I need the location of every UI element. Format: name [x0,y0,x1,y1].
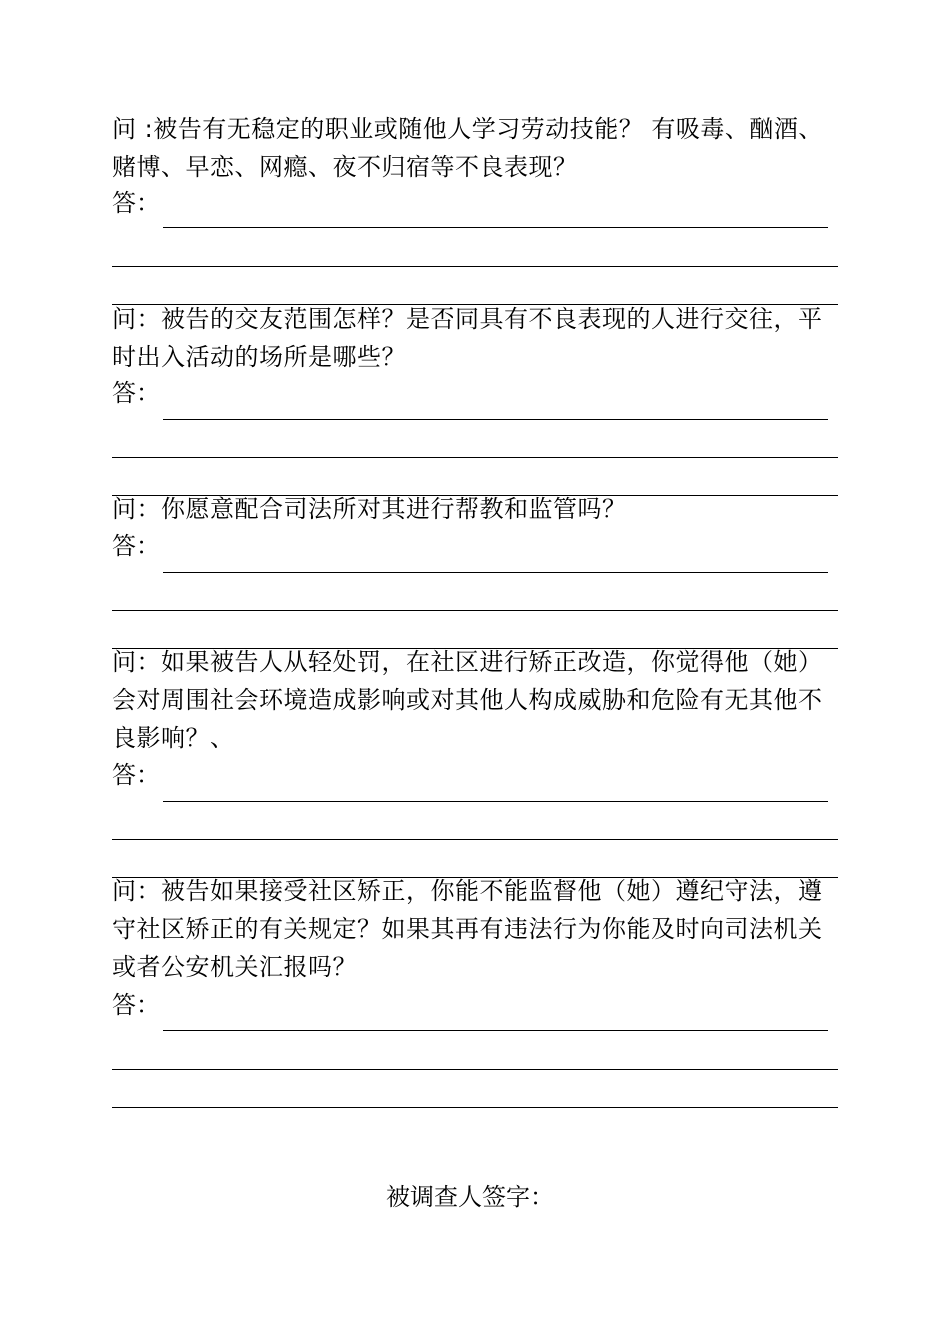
answer-5-line-3[interactable] [112,1107,838,1108]
answer-3-label: 答： [112,532,160,560]
answer-2-line-1[interactable] [163,419,828,420]
answer-2-line-2[interactable] [112,457,838,458]
question-1-text: 问 :被告有无稳定的职业或随他人学习劳动技能？ 有吸毒、酗酒、赌博、早恋、网瘾、夜不归宿等不良表现？ [112,115,823,181]
signature-label: 被调查人签字： [386,1183,554,1211]
answer-5-line-1[interactable] [163,1030,828,1031]
question-3-text: 问：你愿意配合司法所对其进行帮教和监管吗？ [112,495,627,523]
answer-5-line-2[interactable] [112,1069,838,1070]
answer-3-line-1[interactable] [163,572,828,573]
question-2-text: 问：被告的交友范围怎样？是否同具有不良表现的人进行交往，平时出入活动的场所是哪些？ [112,305,823,371]
answer-4-line-1[interactable] [163,801,828,802]
answer-5-label: 答： [112,991,160,1019]
answer-4-label: 答： [112,761,160,789]
answer-1-line-2[interactable] [112,266,838,267]
answer-3-line-2[interactable] [112,610,838,611]
question-4-text: 问：如果被告人从轻处罚，在社区进行矫正改造，你觉得他（她）会对周围社会环境造成影响或对其他人构成威胁和危险有无其他不良影响？、 [112,648,823,752]
answer-4-line-2[interactable] [112,839,838,840]
answer-2-label: 答： [112,379,160,407]
answer-1-label: 答： [112,189,160,217]
answer-1-line-1[interactable] [163,227,828,228]
question-5-text: 问：被告如果接受社区矫正，你能不能监督他（她）遵纪守法，遵守社区矫正的有关规定？如果其再有违法行为你能及时向司法机关或者公安机关汇报吗？ [112,877,823,981]
